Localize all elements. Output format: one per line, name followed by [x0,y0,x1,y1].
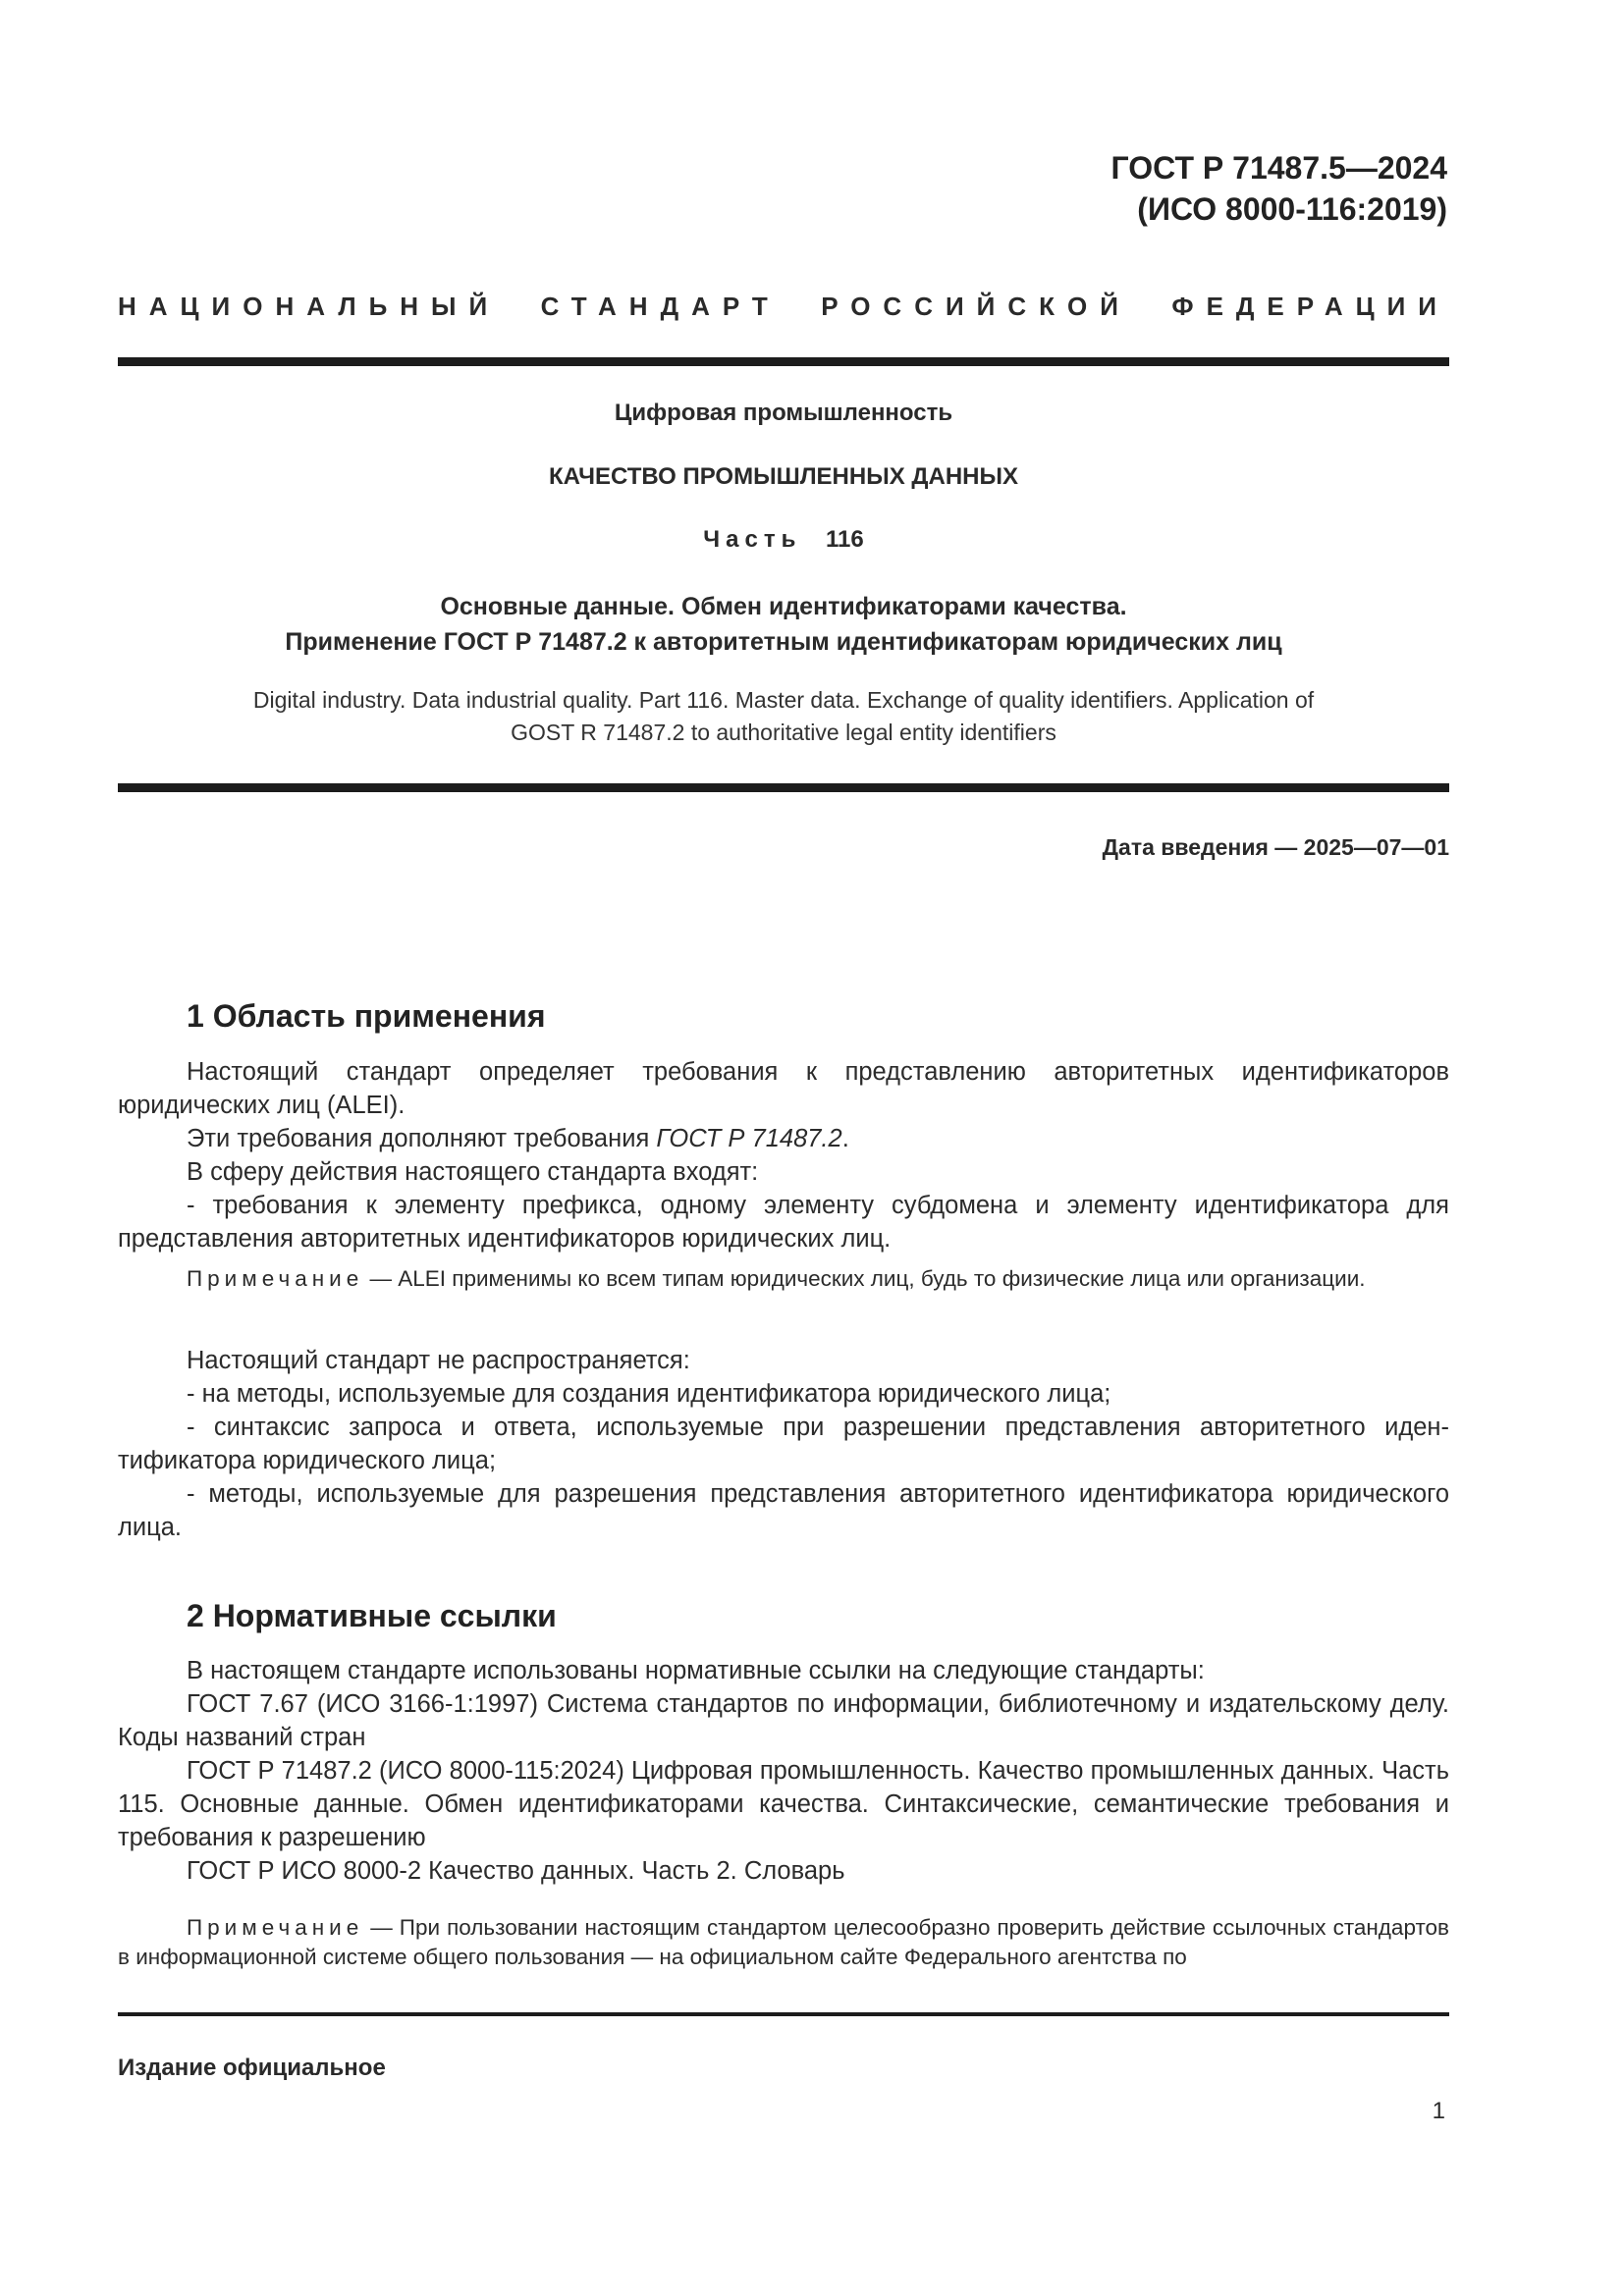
title-english-line: Digital industry. Data industrial quality. Part 116. Master data. Exchange of quality identifiers. Application of [252,687,1315,713]
paragraph: В сферу действия настоящего стандарта входят: [187,1158,759,1186]
paragraph: ГОСТ Р 71487.2 (ИСО 8000-115:2024) Цифровая промышленность. Качество промышленных данных. Часть 115. Основные данные. Обмен идентификаторами качества. Синтаксические, семантические требования и требования к разрешению [118,1757,1449,1851]
section-heading: 1 Область применения [187,998,546,1034]
note [118,1264,1449,1294]
title-english [118,684,1449,749]
banner-word: СТАНДАРТ [540,292,781,321]
note-label: Примечание [187,1915,364,1940]
paragraph: - методы, используемые для разрешения представления авторитетного идентификатора юридического лица. [118,1480,1449,1541]
title-divider [118,783,1449,792]
banner-word: ФЕДЕРАЦИИ [1171,292,1449,321]
paragraph: - требования к элементу префикса, одному элементу субдомена и элементу идентификатора для представления авторитетных идентификаторов юридических лиц. [118,1192,1449,1253]
part-label: Часть [703,526,802,553]
reference: ГОСТ Р 71487.2 [656,1125,842,1152]
iso-number: (ИСО 8000-116:2019) [1137,191,1447,227]
section-heading: 2 Нормативные ссылки [187,1598,557,1633]
note-text: — При пользовании настоящим стандартом целесообразно проверить действие ссылочных стандартов в информационной системе общего пользования — на официальном сайте Федерального агентства по [118,1915,1449,1969]
text: Эти требования дополняют требования [187,1125,657,1152]
national-standard-banner [118,292,1449,322]
note [118,1913,1449,1972]
page-number: 1 [1432,2098,1445,2124]
footer-divider [118,2012,1449,2016]
gost-designation [1111,147,1447,230]
paragraph: ГОСТ 7.67 (ИСО 3166-1:1997) Система стандартов по информации, библиотечному и издательскому делу. Коды названий стран [118,1690,1449,1751]
paragraph: Настоящий стандарт определяет требования к представлению авторитетных идентификаторов юридических лиц (ALEI). [118,1058,1449,1119]
paragraph: - синтаксис запроса и ответа, используемые при разрешении представления авторитетного идентификатора юридического лица; [118,1414,1449,1474]
introduction-date: Дата введения — 2025—07—01 [1102,834,1449,860]
note-label: Примечание [187,1266,364,1291]
title-series: КАЧЕСТВО ПРОМЫШЛЕННЫХ ДАННЫХ [549,463,1018,490]
title-english-line: GOST R 71487.2 to authoritative legal entity identifiers [511,720,1056,745]
paragraph [118,1122,1449,1155]
title-main-line: Основные данные. Обмен идентификаторами качества. [440,593,1127,620]
gost-number: ГОСТ Р 71487.5—2024 [1110,150,1447,186]
edition-label: Издание официальное [118,2055,386,2081]
paragraph: В настоящем стандарте использованы нормативные ссылки на следующие стандарты: [187,1657,1205,1684]
title-main [118,589,1449,660]
banner-word: РОССИЙСКОЙ [821,292,1131,321]
paragraph: ГОСТ Р ИСО 8000-2 Качество данных. Часть 2. Словарь [187,1857,845,1885]
note-text: — ALEI применимы ко всем типам юридических лиц, будь то физические лица или организации. [363,1266,1366,1291]
text: . [841,1125,849,1152]
banner-word: НАЦИОНАЛЬНЫЙ [118,292,501,321]
paragraph: - на методы, используемые для создания идентификатора юридического лица; [187,1380,1111,1408]
part-number: 116 [826,526,864,553]
title-subject: Цифровая промышленность [614,400,953,426]
title-part [118,526,1449,554]
title-main-line: Применение ГОСТ Р 71487.2 к авторитетным идентификаторам юридических лиц [285,628,1282,656]
header-divider [118,357,1449,366]
paragraph: Настоящий стандарт не распространяется: [187,1347,690,1374]
